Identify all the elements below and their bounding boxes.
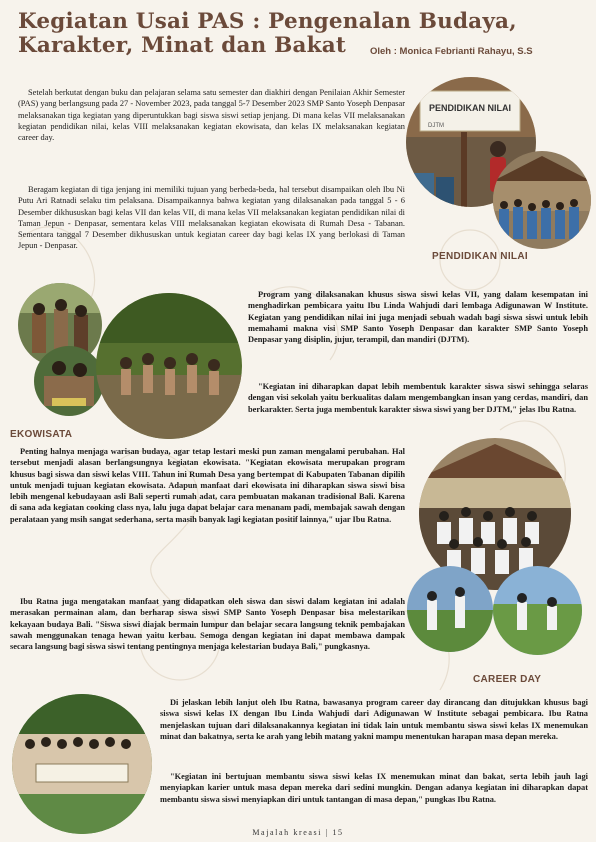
photo-pendidikan-nilai-students: [493, 151, 591, 249]
paragraph-career-day: Di jelaskan lebih lanjut oleh Ibu Ratna, bawasanya program career day dirancang dan ditujukkan khusus bagi siswa siswi kelas IX dengan Ibu Linda Wahjudi dari Adigunawan W Institute sebagai pembicara. Ibu Ratna menjelaskan tujuan dari dilaksanakannya kegiatan ini tidak lain untuk membantu siswa siswi kelas IX menemukan minat dan bakatnya, serta ke arah yang lebih matang yakni mampu menentukan harapan masa depan mereka.: [160, 698, 588, 741]
banner-djtm-text: DJTM: [428, 123, 444, 129]
photo-career-day-field: [493, 566, 582, 655]
label-pendidikan-nilai: PENDIDIKAN NILAI: [432, 251, 528, 262]
page-footer: Majalah kreasi | 15: [252, 828, 344, 837]
page-title: Kegiatan Usai PAS : Pengenalan Budaya, Karakter, Minat dan Bakat: [18, 9, 517, 58]
photo-ekowisata-cooking: [34, 346, 104, 416]
paragraph-pendidikan-nilai: Program yang dilaksanakan khusus siswa siswi kelas VII, yang dalam kesempatan ini menghadirkan pembicara yaitu Ibu Linda Wahjudi dari lembaga Adigunawan W Institute. Kegiatan yang pendidikan nilai ini juga menjadi sebuah wadah bagi siswa siswi untuk lebih memahami makna visi SMP Santo Yoseph Denpasar dan karakter SMP Santo Yoseph Denpasar yang disiplin, jujur, terampil, dan mandiri (DJTM).: [248, 290, 588, 345]
label-ekowisata: EKOWISATA: [10, 429, 73, 440]
photo-ekowisata-mud-play: [96, 293, 242, 439]
quote-career-day: "Kegiatan ini bertujuan membantu siswa siswi kelas IX menemukan minat dan bakat, serta lebih jauh lagi menyiapkan karier untuk masa depan mereka dari sedini mungkin. Dengan adanya kegiatan ini diharapkan dapat membantu siswa siswi menyiapkan diri untuk tantangan di masa depan," pungkas Ibu Ratna.: [160, 772, 588, 804]
label-career-day: CAREER DAY: [473, 674, 542, 685]
paragraph-intro: Setelah berkutat dengan buku dan pelajaran selama satu semester dan diakhiri dengan Penilaian Akhir Semester (PAS) yang berlangsung pada 27 - November 2023, pada tanggal 5-7 Desember 2023 SMP Santo Yoseph Denpasar melaksanakan tiga kegiatan yang diperuntukkan bagi siswa siswi setiap jenjang. Di mana kelas VII melaksanakan kegiatan pendidikan nilai, kelas VIII melaksanakan kegiatan ekowisata, dan kelas IX melaksanakan kegiatan career day.: [18, 88, 405, 143]
photo-career-day-banner-group: [12, 694, 152, 834]
banner-pendidikan-nilai-text: PENDIDIKAN NILAI: [428, 103, 512, 113]
paragraph-schedule: Beragam kegiatan di tiga jenjang ini memiliki tujuan yang berbeda-beda, hal tersebut disampaikan oleh Ibu Ni Putu Ari Ratnadi selaku tim pelaksana. Disampaikannya bahwa kegiatan yang dilaksanakan pada tanggal 5 - 6 Desember dikhususkan bagi kelas VII dan kelas VII, di mana kelas VII melaksanakan kegiatan pendidikan nilai di Taman Jepun - Denpasar, sementara kelas VIII melaksanakan kegiatan ekowisata di Rumah Desa - Tabanan. Sementara tanggal 7 Desember dikhususkan untuk kegiatan career day bagi kelas IX yang berlokasi di Taman Jepun - Denpasar.: [18, 185, 405, 251]
paragraph-ekowisata-benefits: Ibu Ratna juga mengatakan manfaat yang didapatkan oleh siswa dan siswi dalam kegiatan ini adalah merasakan permainan alam, dan berharap siswa siswi SMP Santo Yoseph Denpasar bisa melestarikan kekayaan budaya Bali. "Siswa siswi diajak bermain lumpur dan belajar secara langsung teknik pembajakan sawah menggunakan tenaga hewan yaitu kerbau. Semoga dengan kegiatan ini dapat membawa dampak secara langsung bagi siswa siswi tentang pentingnya menjaga kelestarian budaya Bali," pungkasnya.: [10, 597, 405, 652]
quote-pendidikan-nilai: "Kegiatan ini diharapkan dapat lebih membentuk karakter siswa siswi sehingga selaras dengan visi sekolah yaitu berkualitas dalam mengembangkan insan yang cerdas, mandiri, dan berkarakter. Serta juga membentuk karakter siswa siswi yang ber DJTM," jelas Ibu Ratna.: [248, 382, 588, 414]
photo-career-day-game: [407, 566, 493, 652]
paragraph-ekowisata: Penting halnya menjaga warisan budaya, agar tetap lestari meski pun zaman mengalami perubahan. Hal tersebut menjadi alasan berlangsungnya kegiatan ekowisata. "Kegiatan ekowisata merupakan program khusus bagi siswa dan siswi kelas VIII. Tahun ini Rumah Desa yang bertempat di Kabupaten Tabanan dipilih untuk menjadi tujuan kegiatan ekowisata. Adapun manfaat dari ekowisata ini diharapkan siswa siswi bisa lebih mengenal kebudayaan asli Bali seperti rumah adat, cara pembuatan makanan tradisional Bali. Karena di sana ada kegiatan cooking class nya, lalu juga dapat belajar cara menanam padi, membajak sawah dengan peralataan yang msih sangat sederhana, serta masih banyak lagi kegiatan positif lainnya," ujar Ibu Ratna.: [10, 447, 405, 524]
author-byline: Oleh : Monica Febrianti Rahayu, S.S: [370, 46, 533, 57]
